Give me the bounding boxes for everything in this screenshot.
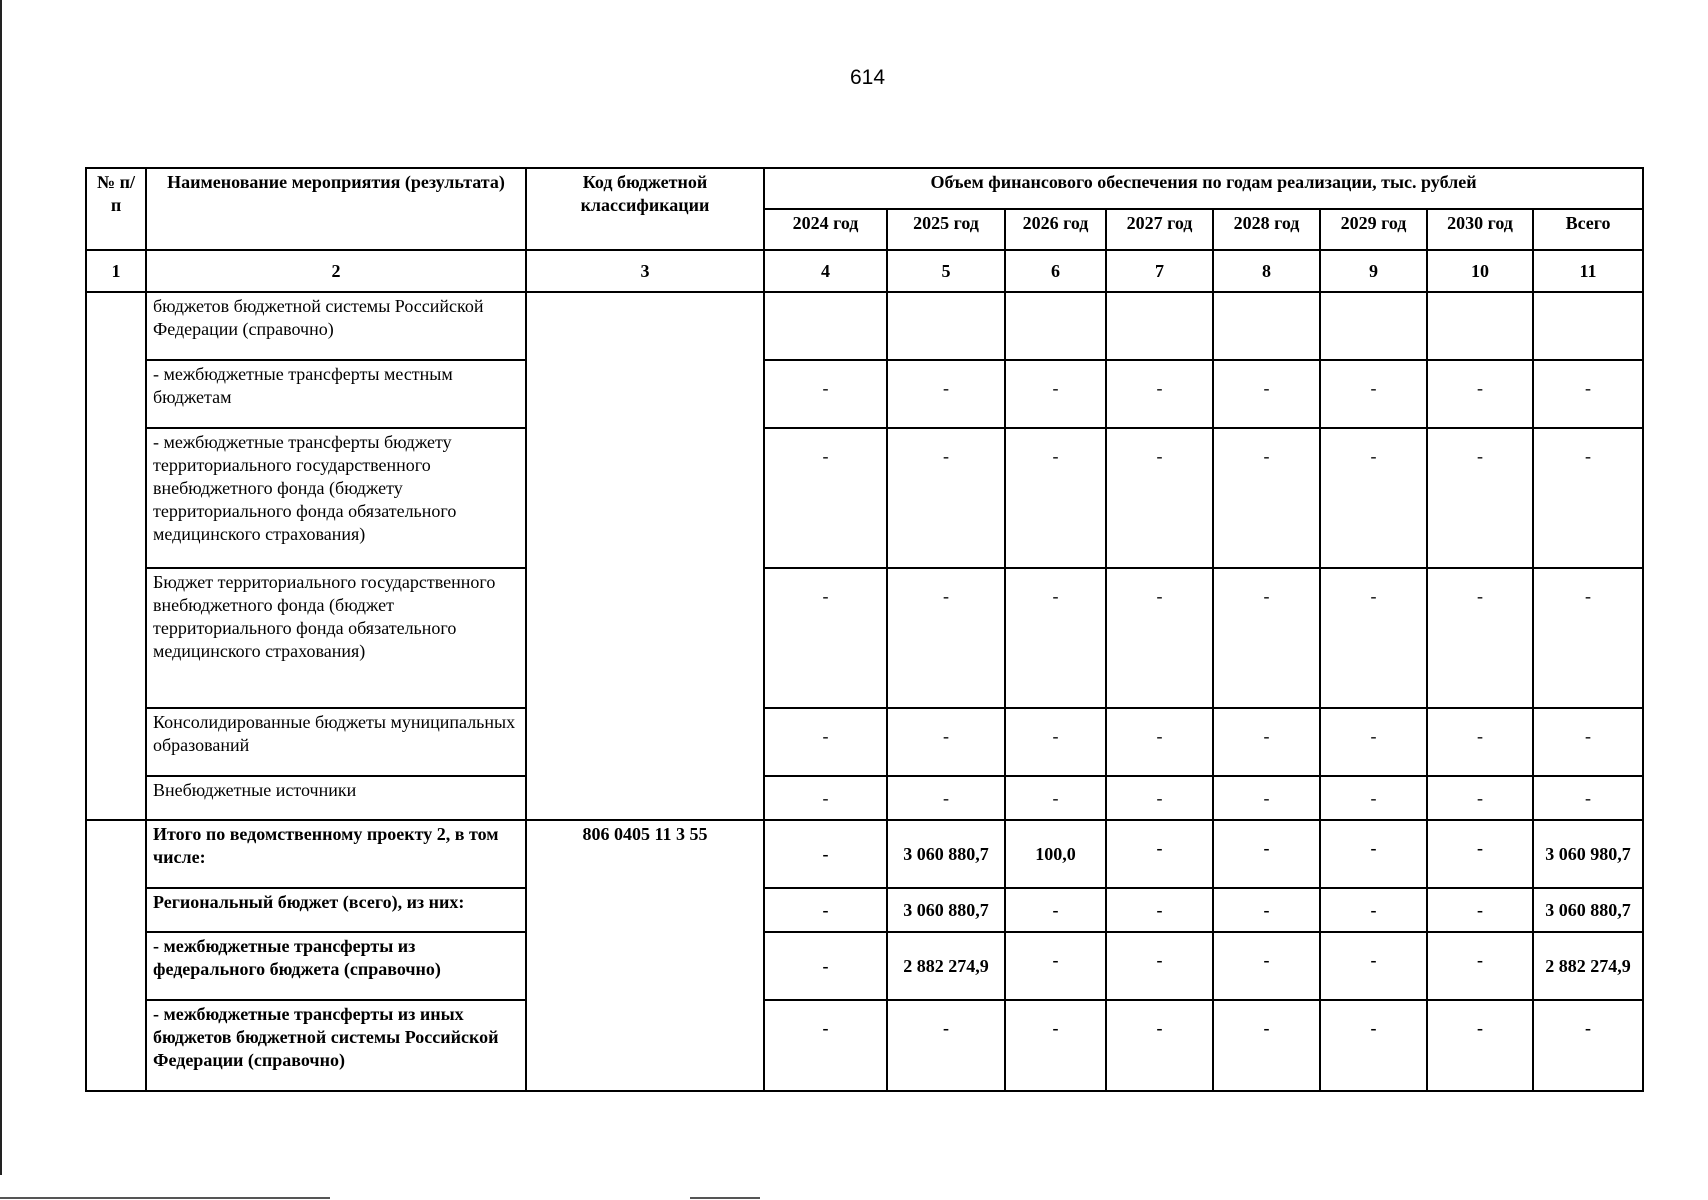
header-year: 2028 год bbox=[1213, 209, 1320, 250]
value-cell bbox=[1320, 292, 1427, 360]
value-cell: 3 060 880,7 bbox=[887, 820, 1005, 888]
value-cell bbox=[1427, 292, 1533, 360]
value-cell: - bbox=[1213, 568, 1320, 708]
value-cell: - bbox=[764, 888, 887, 932]
value-cell: - bbox=[1320, 1000, 1427, 1091]
table-row bbox=[86, 428, 1643, 568]
value-cell: - bbox=[887, 1000, 1005, 1091]
header-num: № п/п bbox=[86, 168, 146, 250]
value-cell: - bbox=[1005, 568, 1106, 708]
value-cell: - bbox=[1533, 428, 1643, 568]
column-index: 2 bbox=[146, 250, 526, 292]
value-cell: - bbox=[1213, 932, 1320, 1000]
value-cell: - bbox=[1427, 568, 1533, 708]
table-row bbox=[86, 776, 1643, 820]
column-index-row bbox=[86, 250, 1643, 292]
value-cell: - bbox=[1005, 776, 1106, 820]
page-edge-line bbox=[0, 0, 2, 1175]
table-row bbox=[86, 292, 1643, 360]
value-cell: - bbox=[1533, 776, 1643, 820]
value-cell: - bbox=[1427, 708, 1533, 776]
value-cell bbox=[1533, 292, 1643, 360]
value-cell: - bbox=[1005, 1000, 1106, 1091]
value-cell: - bbox=[1213, 1000, 1320, 1091]
value-cell: - bbox=[1427, 428, 1533, 568]
column-index: 11 bbox=[1533, 250, 1643, 292]
header-name: Наименование мероприятия (результата) bbox=[146, 168, 526, 250]
page-number: 614 bbox=[850, 66, 886, 89]
value-cell: - bbox=[1005, 888, 1106, 932]
column-index: 10 bbox=[1427, 250, 1533, 292]
row-name: Внебюджетные источники bbox=[146, 776, 526, 820]
row-code-cell bbox=[526, 292, 764, 820]
value-cell: - bbox=[764, 1000, 887, 1091]
column-index: 7 bbox=[1106, 250, 1213, 292]
value-cell: - bbox=[1320, 568, 1427, 708]
header-total: Всего bbox=[1533, 209, 1643, 250]
value-cell: - bbox=[764, 932, 887, 1000]
value-cell: - bbox=[1106, 708, 1213, 776]
value-cell bbox=[887, 292, 1005, 360]
row-name: - межбюджетные трансферты бюджету территориального государственного внебюджетного фонда (бюджету территориального фонда обязательного медицинского страхования) bbox=[146, 428, 526, 568]
header-year: 2029 год bbox=[1320, 209, 1427, 250]
value-cell: - bbox=[1213, 888, 1320, 932]
value-cell: - bbox=[1005, 708, 1106, 776]
value-cell: - bbox=[1213, 776, 1320, 820]
header-year: 2030 год bbox=[1427, 209, 1533, 250]
value-cell: - bbox=[764, 708, 887, 776]
row-name: - межбюджетные трансферты из иных бюджетов бюджетной системы Российской Федерации (справочно) bbox=[146, 1000, 526, 1091]
value-cell: - bbox=[764, 428, 887, 568]
value-cell: - bbox=[1427, 932, 1533, 1000]
value-cell: - bbox=[1106, 776, 1213, 820]
row-name: Итого по ведомственному проекту 2, в том числе: bbox=[146, 820, 526, 888]
table-row bbox=[86, 568, 1643, 708]
value-cell: - bbox=[764, 568, 887, 708]
value-cell: - bbox=[887, 776, 1005, 820]
value-cell: - bbox=[1106, 888, 1213, 932]
value-cell: - bbox=[1320, 360, 1427, 428]
value-cell: - bbox=[764, 360, 887, 428]
value-cell: - bbox=[1320, 776, 1427, 820]
row-name: бюджетов бюджетной системы Российской Федерации (справочно) bbox=[146, 292, 526, 360]
value-cell: 3 060 980,7 bbox=[1533, 820, 1643, 888]
column-index: 8 bbox=[1213, 250, 1320, 292]
value-cell: - bbox=[1320, 888, 1427, 932]
budget-table bbox=[85, 167, 1644, 1092]
row-name: Региональный бюджет (всего), из них: bbox=[146, 888, 526, 932]
row-name: Бюджет территориального государственного внебюджетного фонда (бюджет территориального фонда обязательного медицинского страхования) bbox=[146, 568, 526, 708]
value-cell: 100,0 bbox=[1005, 820, 1106, 888]
value-cell: - bbox=[1427, 888, 1533, 932]
value-cell: - bbox=[1533, 568, 1643, 708]
value-cell: - bbox=[1320, 932, 1427, 1000]
value-cell bbox=[764, 292, 887, 360]
value-cell: - bbox=[1005, 428, 1106, 568]
value-cell: - bbox=[764, 776, 887, 820]
value-cell: - bbox=[1533, 360, 1643, 428]
value-cell: - bbox=[1213, 360, 1320, 428]
budget-code: 806 0405 11 3 55 bbox=[526, 820, 764, 1091]
value-cell: - bbox=[1533, 1000, 1643, 1091]
header-year: 2024 год bbox=[764, 209, 887, 250]
row-number-cell bbox=[86, 820, 146, 1091]
column-index: 6 bbox=[1005, 250, 1106, 292]
value-cell: - bbox=[1005, 932, 1106, 1000]
header-year: 2025 год bbox=[887, 209, 1005, 250]
header-year: 2027 год bbox=[1106, 209, 1213, 250]
table-row bbox=[86, 932, 1643, 1000]
value-cell: - bbox=[764, 820, 887, 888]
column-index: 4 bbox=[764, 250, 887, 292]
table-row bbox=[86, 888, 1643, 932]
value-cell: - bbox=[1533, 708, 1643, 776]
value-cell: - bbox=[1213, 820, 1320, 888]
value-cell: - bbox=[1106, 360, 1213, 428]
column-index: 9 bbox=[1320, 250, 1427, 292]
value-cell: 2 882 274,9 bbox=[1533, 932, 1643, 1000]
row-number-cell bbox=[86, 292, 146, 820]
value-cell: - bbox=[887, 428, 1005, 568]
table-row bbox=[86, 820, 1643, 888]
value-cell: - bbox=[1427, 360, 1533, 428]
value-cell: - bbox=[1320, 708, 1427, 776]
header-volume: Объем финансового обеспечения по годам реализации, тыс. рублей bbox=[764, 168, 1643, 209]
value-cell: - bbox=[1320, 820, 1427, 888]
column-index: 3 bbox=[526, 250, 764, 292]
table-row bbox=[86, 360, 1643, 428]
value-cell: - bbox=[1427, 820, 1533, 888]
bottom-rule bbox=[0, 1197, 330, 1199]
value-cell bbox=[1213, 292, 1320, 360]
value-cell: - bbox=[1320, 428, 1427, 568]
table-row bbox=[86, 708, 1643, 776]
row-name: Консолидированные бюджеты муниципальных образований bbox=[146, 708, 526, 776]
value-cell: - bbox=[1427, 1000, 1533, 1091]
value-cell: 3 060 880,7 bbox=[1533, 888, 1643, 932]
header-code: Код бюджетной классификации bbox=[526, 168, 764, 250]
column-index: 1 bbox=[86, 250, 146, 292]
row-name: - межбюджетные трансферты из федерального бюджета (справочно) bbox=[146, 932, 526, 1000]
value-cell: - bbox=[1106, 1000, 1213, 1091]
value-cell: 2 882 274,9 bbox=[887, 932, 1005, 1000]
value-cell bbox=[1005, 292, 1106, 360]
table-row bbox=[86, 1000, 1643, 1091]
value-cell: - bbox=[887, 568, 1005, 708]
value-cell: - bbox=[1213, 428, 1320, 568]
value-cell: - bbox=[1005, 360, 1106, 428]
value-cell: - bbox=[1106, 428, 1213, 568]
value-cell: - bbox=[1427, 776, 1533, 820]
value-cell: 3 060 880,7 bbox=[887, 888, 1005, 932]
value-cell: - bbox=[887, 360, 1005, 428]
bottom-rule bbox=[690, 1197, 760, 1199]
value-cell: - bbox=[1213, 708, 1320, 776]
value-cell: - bbox=[1106, 568, 1213, 708]
row-name: - межбюджетные трансферты местным бюджетам bbox=[146, 360, 526, 428]
value-cell: - bbox=[1106, 820, 1213, 888]
header-year: 2026 год bbox=[1005, 209, 1106, 250]
value-cell: - bbox=[1106, 932, 1213, 1000]
column-index: 5 bbox=[887, 250, 1005, 292]
value-cell: - bbox=[887, 708, 1005, 776]
value-cell bbox=[1106, 292, 1213, 360]
